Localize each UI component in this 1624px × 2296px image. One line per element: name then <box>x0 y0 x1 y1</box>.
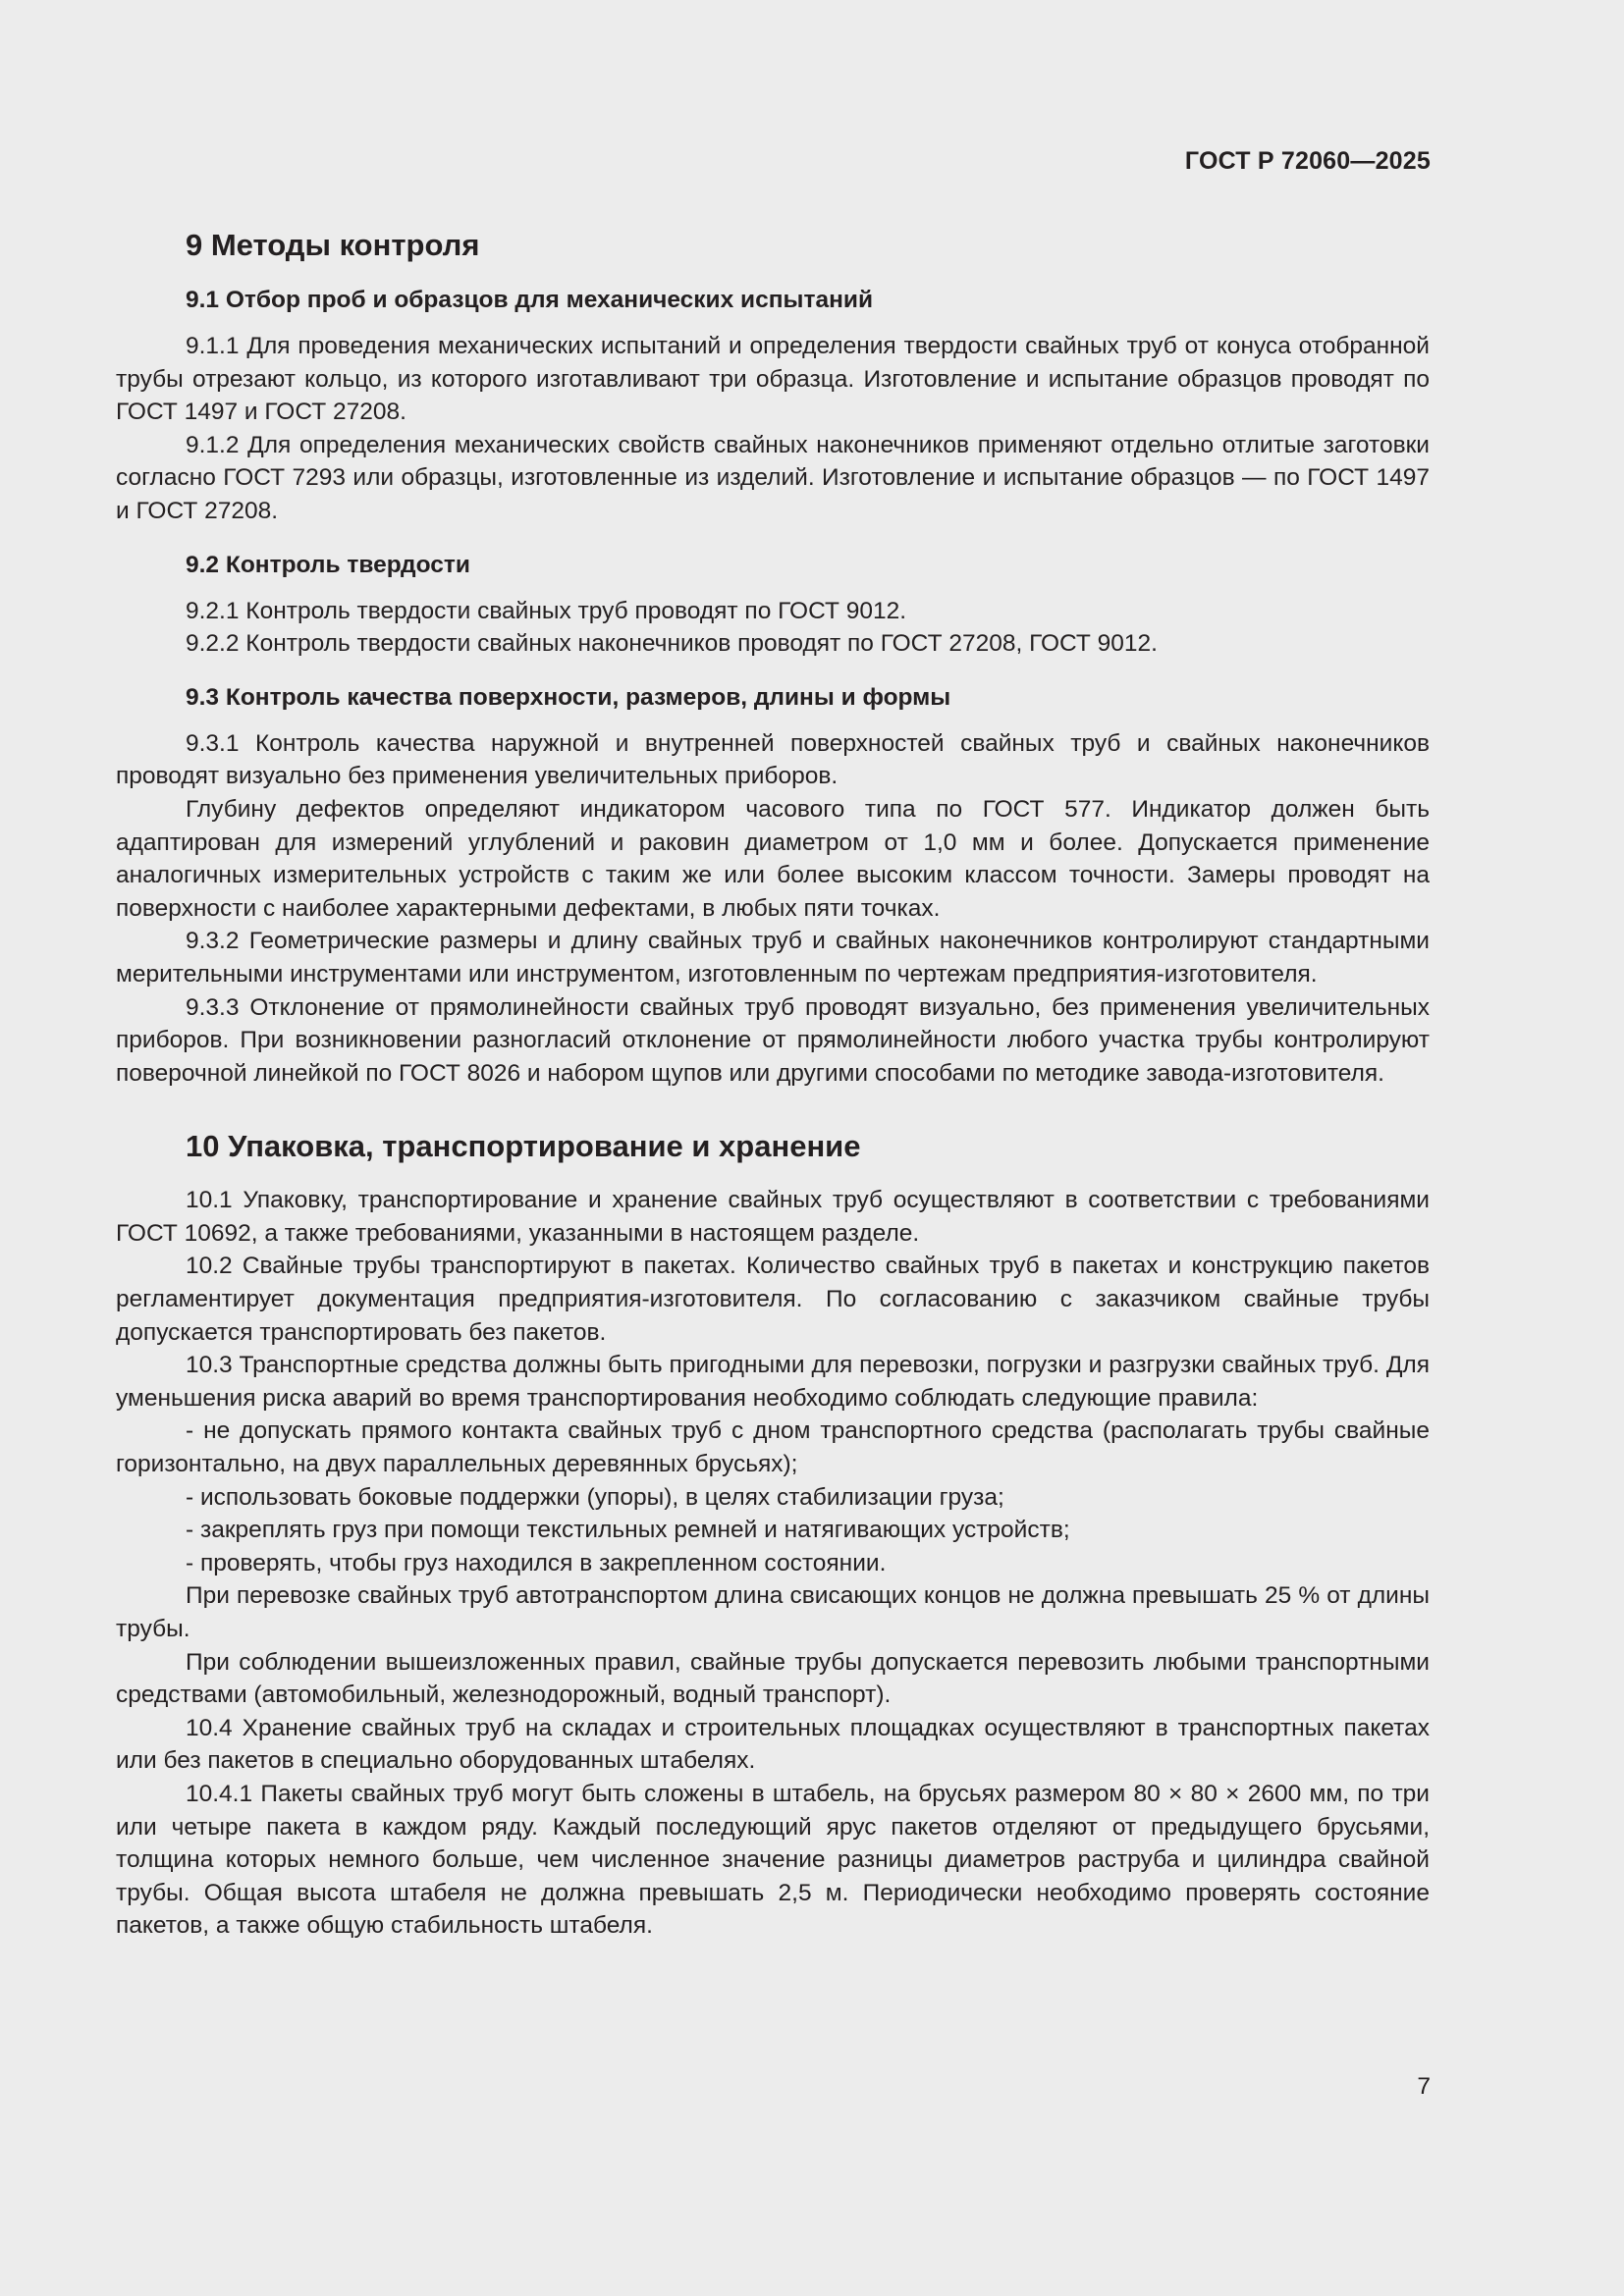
paragraph-10-2: 10.2 Свайные трубы транспортируют в пакетах. Количество свайных труб в пакетах и конструкцию пакетов регламентирует документация предприятия-изготовителя. По согласованию с заказчиком свайные трубы допускается транспортировать без пакетов. <box>116 1253 1430 1346</box>
list-item: - не допускать прямого контакта свайных труб с дном транспортного средства (располагать трубы свайные горизонтально, на двух параллельных деревянных брусьях); <box>116 1417 1430 1478</box>
paragraph-10-1: 10.1 Упаковку, транспортирование и хранение свайных труб осуществляют в соответствии с требованиями ГОСТ 10692, а также требованиями, указанными в настоящем разделе. <box>116 1187 1430 1247</box>
list-item: - проверять, чтобы груз находился в закрепленном состоянии. <box>186 1549 887 1576</box>
document-id: ГОСТ Р 72060—2025 <box>1184 147 1431 175</box>
paragraph-9-2-1: 9.2.1 Контроль твердости свайных труб проводят по ГОСТ 9012. <box>186 597 907 624</box>
paragraph-10-3: 10.3 Транспортные средства должны быть пригодными для перевозки, погрузки и разгрузки свайных труб. Для уменьшения риска аварий во время транспортирования необходимо соблюдать следующие правила: <box>116 1352 1430 1412</box>
paragraph-9-1-2: 9.1.2 Для определения механических свойств свайных наконечников применяют отдельно отлитые заготовки согласно ГОСТ 7293 или образцы, изготовленные из изделий. Изготовление и испытание образцов — по ГОСТ 1497 и ГОСТ 27208. <box>116 431 1430 524</box>
paragraph-9-3-1-defects: Глубину дефектов определяют индикатором часового типа по ГОСТ 577. Индикатор должен быть адаптирован для измерений углублений и раковин диаметром от 1,0 мм и более. Допускается применение аналогичных измерительных устройств с таким же или более высоким классом точности. Замеры проводят на поверхности с наиболее характерными дефектами, в любых пяти точках. <box>116 795 1430 922</box>
section-9-1-title: 9.1 Отбор проб и образцов для механических испытаний <box>186 287 874 313</box>
page-number: 7 <box>1417 2073 1431 2100</box>
paragraph-9-3-2: 9.3.2 Геометрические размеры и длину свайных труб и свайных наконечников контролируют стандартными мерительными инструментами или инструментом, изготовленным по чертежам предприятия-изготовителя. <box>116 928 1430 988</box>
paragraph-10-3-overhang: При перевозке свайных труб автотранспортом длина свисающих концов не должна превышать 25 % от длины трубы. <box>116 1582 1430 1642</box>
section-9-2-title: 9.2 Контроль твердости <box>186 551 470 578</box>
page-content <box>116 218 1430 1943</box>
paragraph-10-4: 10.4 Хранение свайных труб на складах и строительных площадках осуществляют в транспортных пакетах или без пакетов в специально оборудованных штабелях. <box>116 1714 1430 1775</box>
section-10-title: 10 Упаковка, транспортирование и хранение <box>186 1129 861 1164</box>
list-item: - использовать боковые поддержки (упоры), в целях стабилизации груза; <box>186 1483 1004 1511</box>
section-9-3-title: 9.3 Контроль качества поверхности, размеров, длины и формы <box>186 683 951 711</box>
paragraph-9-3-3: 9.3.3 Отклонение от прямолинейности свайных труб проводят визуально, без применения увеличительных приборов. При возникновении разногласий отклонение от прямолинейности любого участка трубы контролируют поверочной линейкой по ГОСТ 8026 и набором щупов или другими способами по методике завода-изготовителя. <box>116 993 1430 1087</box>
paragraph-9-3-1: 9.3.1 Контроль качества наружной и внутренней поверхностей свайных труб и свайных наконечников проводят визуально без применения увеличительных приборов. <box>116 729 1430 790</box>
section-9-title: 9 Методы контроля <box>186 228 480 262</box>
paragraph-10-4-1: 10.4.1 Пакеты свайных труб могут быть сложены в штабель, на брусьях размером 80 × 80 × 2600 мм, по три или четыре пакета в каждом ряду. Каждый последующий ярус пакетов отделяют от предыдущего брусьями, толщина которых немного больше, чем численное значение разницы диаметров раструба и цилиндра свайной трубы. Общая высота штабеля не должна превышать 2,5 м. Периодически необходимо проверять состояние пакетов, а также общую стабильность штабеля. <box>116 1780 1430 1940</box>
list-item: - закреплять груз при помощи текстильных ремней и натягивающих устройств; <box>186 1517 1070 1544</box>
paragraph-10-3-transport: При соблюдении вышеизложенных правил, свайные трубы допускается перевозить любыми транспортными средствами (автомобильный, железнодорожный, водный транспорт). <box>116 1648 1430 1709</box>
paragraph-9-1-1: 9.1.1 Для проведения механических испытаний и определения твердости свайных труб от конуса отобранной трубы отрезают кольцо, из которого изготавливают три образца. Изготовление и испытание образцов проводят по ГОСТ 1497 и ГОСТ 27208. <box>116 333 1430 426</box>
paragraph-9-2-2: 9.2.2 Контроль твердости свайных наконечников проводят по ГОСТ 27208, ГОСТ 9012. <box>186 630 1158 658</box>
